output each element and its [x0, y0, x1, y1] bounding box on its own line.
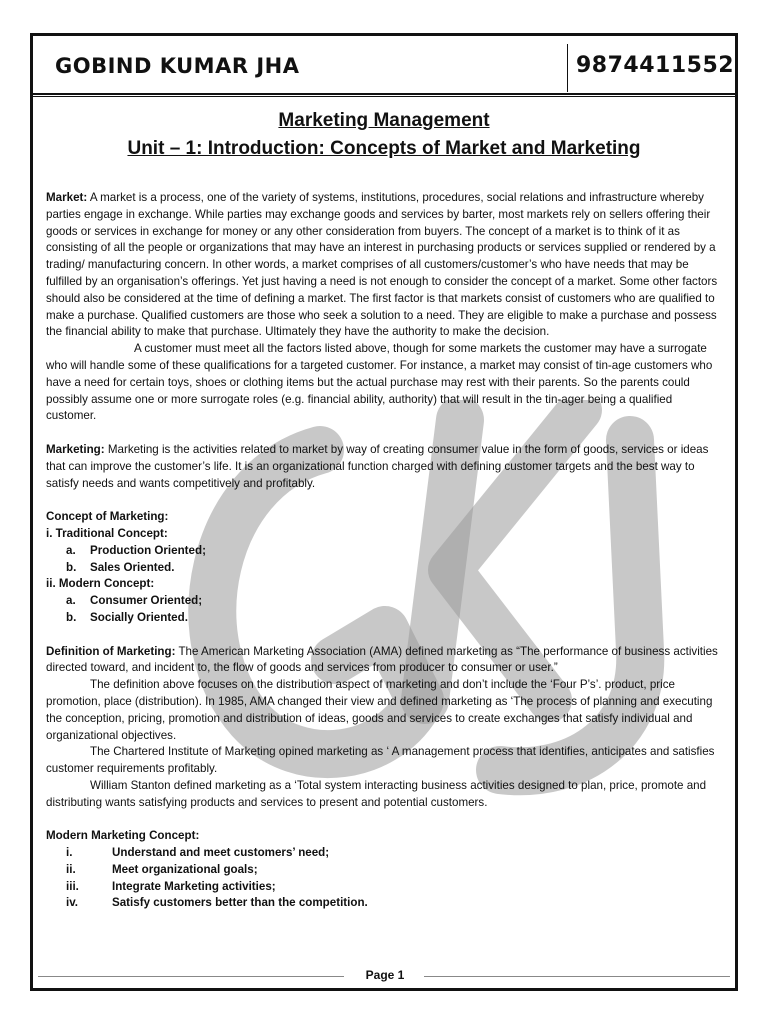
modern-concept-heading: ii. Modern Concept:	[46, 577, 155, 591]
list-item-text: Production Oriented;	[90, 543, 206, 557]
market-label: Market:	[46, 191, 88, 204]
list-item-text: Understand and meet customers’ need;	[112, 846, 330, 860]
list-item-text: Sales Oriented.	[90, 560, 175, 574]
list-marker: a.	[66, 543, 76, 557]
definition-paragraph	[46, 644, 722, 678]
footer-rule-left	[38, 976, 344, 977]
traditional-concept-heading: i. Traditional Concept:	[46, 526, 168, 540]
page-header	[33, 36, 735, 98]
document-title: Marketing Management	[278, 110, 490, 131]
author-name: GOBIND KUMAR JHA	[55, 54, 300, 78]
page-number: Page 1	[365, 968, 405, 982]
list-item-text: Socially Oriented.	[90, 610, 188, 624]
footer-rule-right	[424, 976, 730, 977]
list-marker: b.	[66, 610, 77, 624]
market-text: A market is a process, one of the variety of systems, institutions, procedures, social relations and infrastructure whereby parties engage in exchange. While parties may exchange goods and services by barter, most markets rely on sellers offering their goods or services in exchange for money or any other consideration from buyers. The concept of a market is to think of it as consisting of all the people or organizations that may have an interest in purchasing products or services supplied or rendered by a trading/ manufacturing concern. In other words, a market comprises of all customers/customer’s who have needs that may be fulfilled by an organisation’s offerings. Yet just having a need is not enough to consider the concept of a market. Some other factors should also be considered at the time of defining a market. The first factor is that markets consist of customers who are qualified to make a purchase. Qualified customers are those who seek a solution to a need. They are eligible to make a purchase and possess the financial ability to make that purchase. Ultimately they have the authority to make the decision.	[46, 191, 718, 339]
list-marker: ii.	[66, 862, 76, 876]
marketing-text: Marketing is the activities related to market by way of creating consumer value in the form of goods, services or ideas that can improve the customer’s life. It is an organizational function charged with defining customer targets and the best way to satisfy needs and wants competitively and profitably.	[46, 442, 709, 490]
page-footer	[38, 968, 730, 984]
list-item	[46, 879, 722, 896]
definition-label: Definition of Marketing:	[46, 644, 176, 658]
modern-marketing-heading: Modern Marketing Concept:	[46, 829, 200, 843]
concept-heading: Concept of Marketing:	[46, 510, 169, 524]
list-marker: i.	[66, 846, 73, 860]
list-item	[46, 610, 722, 627]
phone-number: 9874411552	[576, 53, 735, 78]
header-rule-thin	[33, 96, 735, 97]
list-item-text: Satisfy customers better than the competition.	[112, 896, 368, 910]
header-divider	[567, 44, 568, 92]
list-marker: b.	[66, 560, 77, 574]
unit-title: Unit – 1: Introduction: Concepts of Market and Marketing	[127, 138, 641, 159]
definition-paragraph-4: William Stanton defined marketing as a ‘Total system interacting business activities designed to plan, price, promote and distributing wants satisfying products and services to present and potential customers.	[46, 778, 707, 809]
definition-paragraph-3: The Chartered Institute of Marketing opined marketing as ‘ A management process that identifies, anticipates and satisfies customer requirements profitably.	[46, 745, 715, 776]
list-marker: a.	[66, 594, 76, 608]
list-item	[46, 895, 722, 912]
list-item	[46, 845, 722, 862]
market-paragraph-2: A customer must meet all the factors listed above, though for some markets the customer may have a surrogate who will handle some of these qualifications for a targeted customer. For instance, a market may consist of tin-age customers who have a need for certain toys, shoes or clothing items but the actual purchase may rest with their parents. So the parents could possibly assume one or more surrogate roles (e.g. financial ability, authority) that will result in the tin-ager being a qualified customer.	[46, 342, 713, 423]
marketing-paragraph	[46, 442, 722, 492]
list-item-text: Integrate Marketing activities;	[112, 879, 276, 893]
list-item	[46, 862, 722, 879]
list-item-text: Meet organizational goals;	[112, 862, 258, 876]
list-item	[46, 543, 722, 560]
list-item	[46, 560, 722, 577]
market-paragraph	[46, 190, 722, 341]
definition-paragraph-2: The definition above focuses on the distribution aspect of marketing and don’t include the ‘Four P’s’. product, price promotion, place (distribution). In 1985, AMA changed their view and defined marketing as ‘The process of planning and executing the conception, pricing, promotion and distribution of ideas, goods and services to create exchanges that satisfy individual and organizational objectives.	[46, 678, 713, 742]
document-body	[46, 190, 722, 912]
marketing-label: Marketing:	[46, 442, 105, 456]
list-marker: iii.	[66, 879, 79, 893]
list-marker: iv.	[66, 896, 79, 910]
header-rule	[33, 93, 735, 95]
list-item	[46, 593, 722, 610]
list-item-text: Consumer Oriented;	[90, 594, 203, 608]
definition-text: The American Marketing Association (AMA) defined marketing as “The performance of business activities directed toward, and incident to, the flow of goods and services from producer to consumer or user.”	[46, 644, 718, 675]
